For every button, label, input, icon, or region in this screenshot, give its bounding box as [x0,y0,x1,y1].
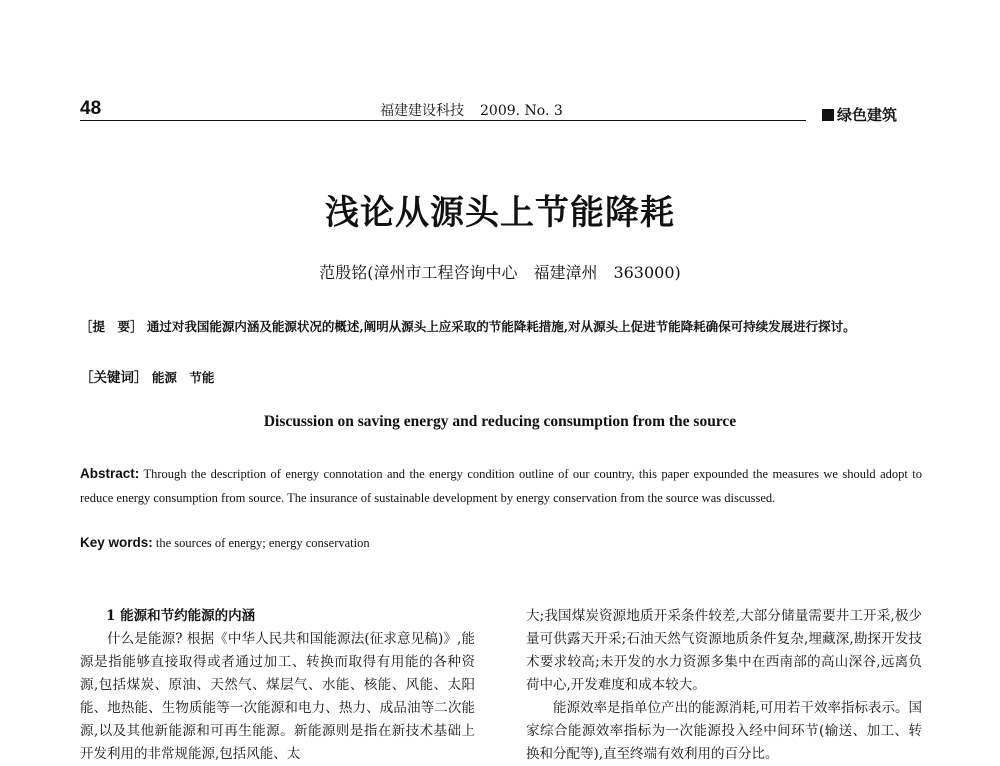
body-paragraph: 能源效率是指单位产出的能源消耗,可用若干效率指标表示。国家综合能源效率指标为一次能源投入经中间环节(输送、加工、转换和分配等),直至终端有效利用的百分比。 [526,700,922,762]
journal-name: 福建建设科技 [380,103,464,119]
section-heading: 1 能源和节约能源的内涵 [106,608,256,624]
abstract-en-label: Abstract: [80,466,140,481]
header-rule [80,120,806,121]
abstract-en [80,462,922,510]
keywords-cn [80,366,214,386]
body-paragraph: 什么是能源? 根据《中华人民共和国能源法(征求意见稿)》,能源是指能够直接取得或者通过加工、转换而取得有用能的各种资源,包括煤炭、原油、天然气、煤层气、水能、核能、风能、太阳能、地热能、生物质能等一次能源和电力、热力、成品油等二次能源,以及其他新能源和可再生能源。新能源则是指在新技术基础上开发利用的非常规能源,包括风能、太 [80,631,475,762]
english-title: Discussion on saving energy and reducing consumption from the source [263,413,737,430]
keywords-en-label: Key words: [80,535,153,550]
keywords-en-text: the sources of energy; energy conservation [155,536,370,550]
body-paragraph: 大;我国煤炭资源地质开采条件较差,大部分储量需要井工开采,极少量可供露天开采;石油天然气资源地质条件复杂,埋藏深,勘探开发技术要求较高;未开发的水力资源多集中在西南部的高山深谷,远离负荷中心,开发难度和成本较大。 [526,608,922,693]
square-bullet-icon [822,109,834,121]
section-label: 绿色建筑 [837,106,898,124]
keywords-cn-label: ［关键词］ [80,370,148,386]
journal-info [380,100,579,120]
abstract-cn-text: 通过对我国能源内涵及能源状况的概述,阐明从源头上应采取的节能降耗措施,对从源头上促进节能降耗确保可持续发展进行探讨。 [146,319,856,334]
journal-issue: 2009. No. 3 [480,103,563,119]
keywords-cn-text: 能源 节能 [151,370,215,385]
article-title: 浅论从源头上节能降耗 [325,193,675,233]
author-line: 范殷铭(漳州市工程咨询中心 福建漳州 363000) [319,263,681,282]
body-right-column [526,605,922,766]
section-tag [822,104,897,125]
abstract-cn-label: ［提 要］ [80,319,143,334]
body-left-column [80,605,475,766]
page-number: 48 [80,98,102,119]
keywords-en [80,535,370,551]
abstract-en-text: Through the description of energy connotation and the energy condition outline of our country, this paper expounded the measures we should adopt to reduce energy consumption from source. The insurance of sustainable development by energy conservation from the source was discussed. [80,467,922,505]
abstract-cn [80,315,922,339]
